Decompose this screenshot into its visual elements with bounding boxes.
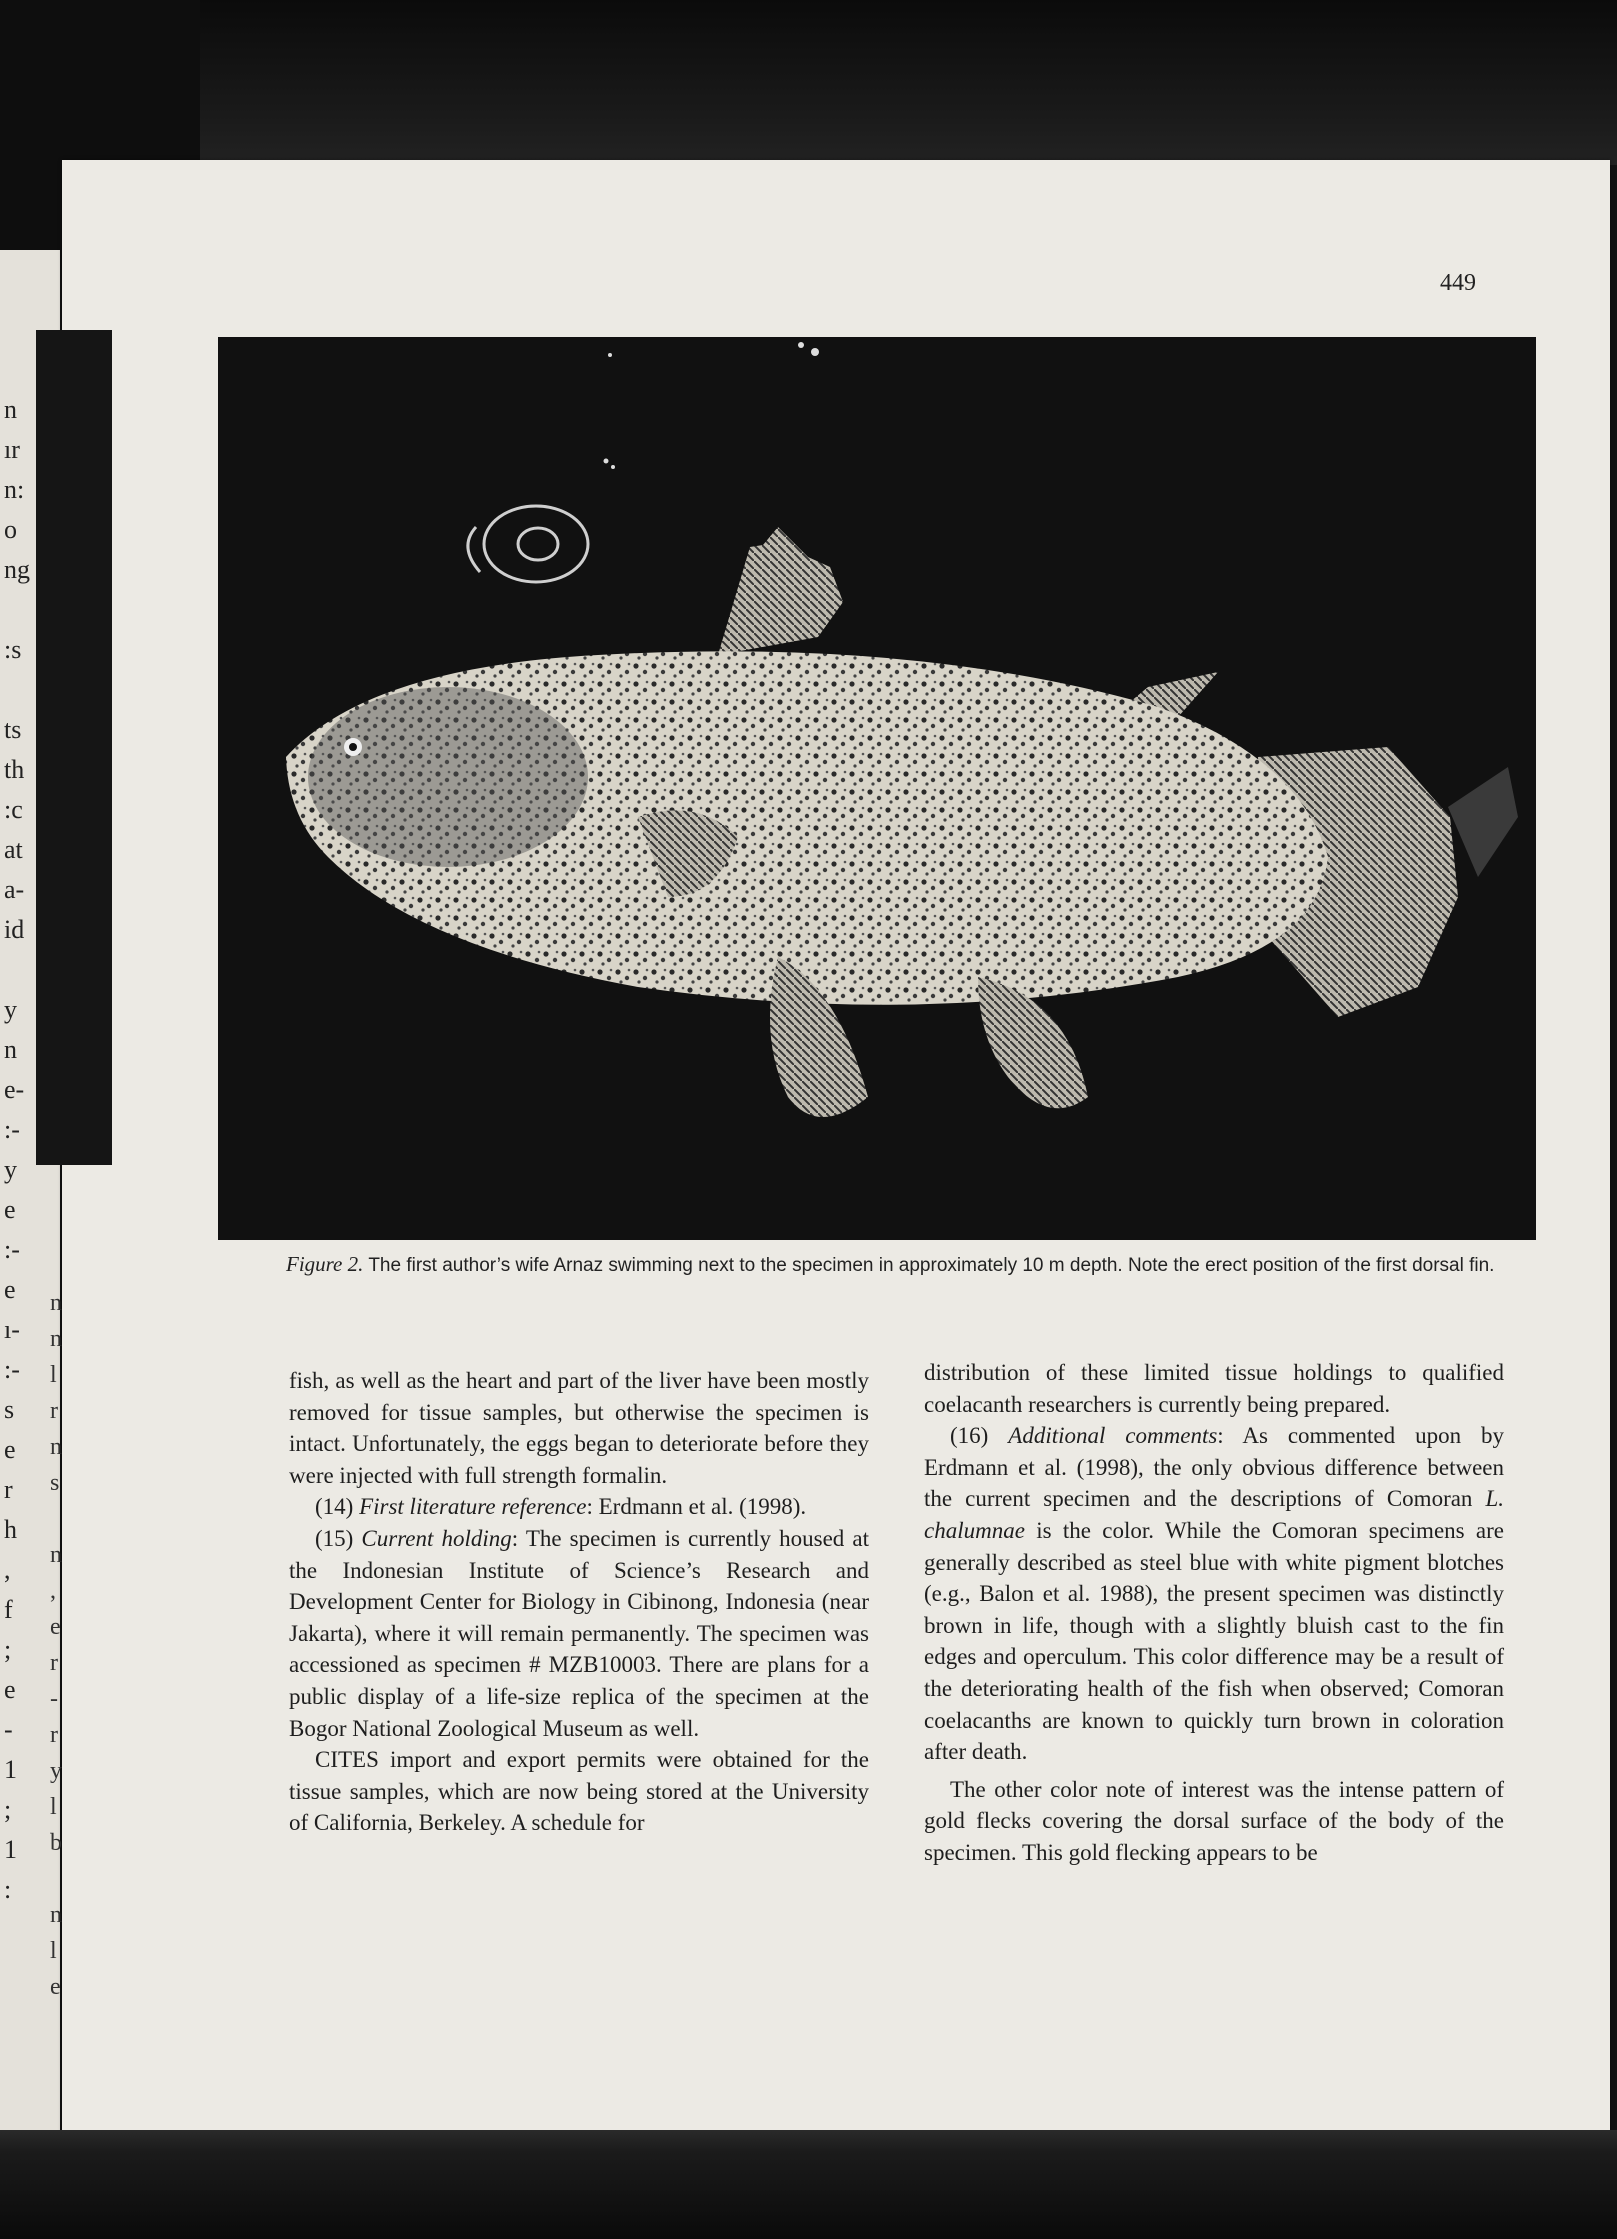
figure-caption-text: The first author’s wife Arnaz swimming next to the specimen in approximately 10 m depth. Note the erect position of the first dorsal fin. [368,1255,1495,1276]
coelacanth-photo-illustration [218,337,1536,1240]
scanner-border-top [0,0,1617,165]
previous-page-text-fragment-2: n n l r n s n , e r - r y l b n l e [50,1290,62,2000]
previous-page-black-bar [36,330,112,1165]
left-paragraph-15: (15) Current holding: The specimen is currently housed at the Indonesian Institute of Science’s Research and Development Center for Biology in Cibinong, Indonesia (near Jakarta), where it will remain permanently. The specimen was accessioned as specimen # MZB10003. There are plans for a public display of a life-size replica of the specimen at the Bogor National Zoological Museum as well. [289,1525,869,1741]
left-paragraph-1: fish, as well as the heart and part of the liver have been mostly removed for tissue samples, but otherwise the specimen is intact. Unfortunately, the eggs began to deteriorate before they were injected with full strength formalin. [289,1368,869,1488]
figure-caption [286,1250,1496,1280]
right-paragraph-16: (16) Additional comments: As commented upon by Erdmann et al. (1998), the only obvious difference between the current specimen and the descriptions of Comoran L. chalumnae is the color. While the Comoran specimens are generally described as steel blue with white pigment blotches (e.g., Balon et al. 1988), the present specimen was distinctly brown in life, though with a slightly bluish cast to the fin edges and operculum. This color difference may be a result of the deteriorating health of the fish when observed; Comoran coelacanths are known to quickly turn brown in coloration after death. [924,1423,1505,1765]
right-paragraph-1: distribution of these limited tissue holdings to qualified coelacanth researchers is currently being prepared. [924,1360,1504,1417]
figure-photo-coelacanth [218,337,1536,1240]
page-number: 449 [1440,270,1476,296]
right-column [924,1357,1504,1869]
figure-label: Figure 2. [286,1252,364,1276]
left-paragraph-cites: CITES import and export permits were obtained for the tissue samples, which are now being stored at the University of California, Berkeley. A schedule for [289,1747,869,1836]
scanner-border-bottom [0,2130,1617,2239]
previous-page-text-fragment: n ır n: o ng :s ts th :c at a- id y n e- :- y e :- e ı- :- s e r h , f ; e - 1 ; 1 : [4,395,30,1904]
left-paragraph-14: (14) First literature reference: Erdmann et al. (1998). [315,1494,807,1520]
left-column [289,1365,869,1839]
right-paragraph-color: The other color note of interest was the intense pattern of gold flecks covering the dorsal surface of the body of the specimen. This gold flecking appears to be [924,1776,1504,1865]
